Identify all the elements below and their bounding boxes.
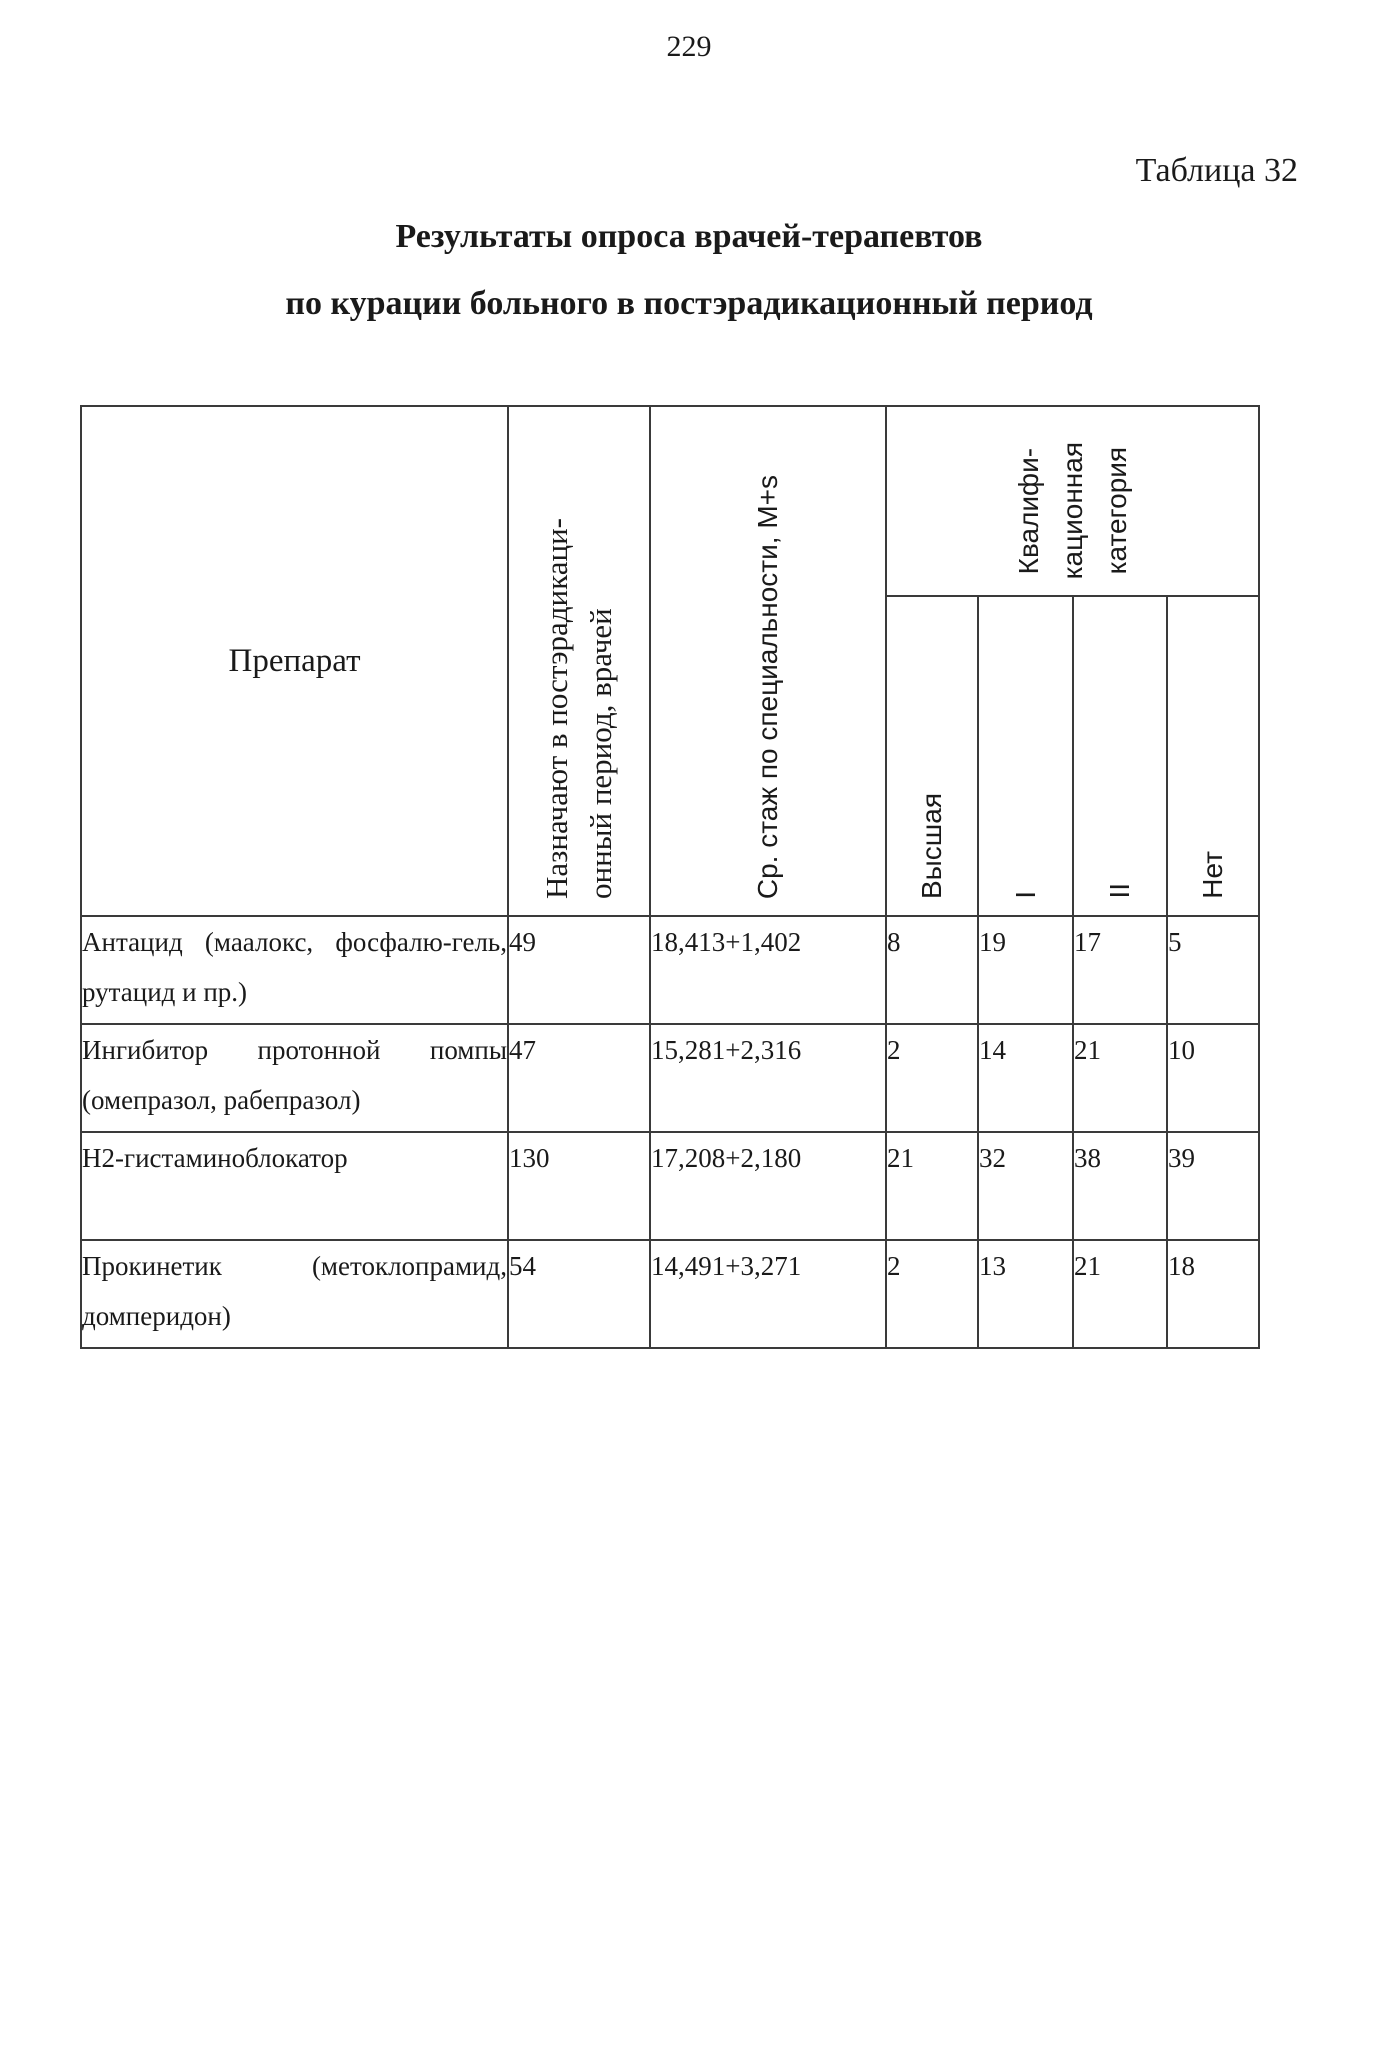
header-cat-none-text: Нет [1197, 851, 1228, 899]
header-category-line3: категория [1100, 446, 1132, 575]
header-cat-2-text: II [1104, 883, 1135, 899]
header-prescribe-line2: онный период, врачей [583, 608, 618, 899]
header-category-line2: кационная [1056, 441, 1088, 579]
header-experience-text: Ср. стаж по специальности, M+s [752, 474, 783, 899]
header-cat-1-text: I [1009, 891, 1041, 899]
cell-cat-1: 32 [978, 1132, 1073, 1240]
cell-prescribe: 47 [508, 1024, 650, 1132]
header-prescribe [508, 406, 650, 916]
cell-cat-highest: 2 [886, 1024, 978, 1132]
table-row [81, 1240, 1259, 1348]
table-title-line2: по курации больного в постэрадикационный период [285, 285, 1093, 322]
cell-prescribe: 49 [508, 916, 650, 1024]
table-title-line1: Результаты опроса врачей-терапевтов [395, 218, 983, 255]
table-row [81, 1132, 1259, 1240]
header-cat-1 [978, 596, 1073, 916]
cell-cat-none: 39 [1167, 1132, 1259, 1240]
cell-cat-none: 18 [1167, 1240, 1259, 1348]
cell-cat-none: 10 [1167, 1024, 1259, 1132]
table-row [81, 916, 1259, 1024]
cell-cat-1: 19 [978, 916, 1073, 1024]
cell-drug: Н2-гистаминоблокатор [81, 1132, 508, 1240]
header-prescribe-line1: Назначают в постэрадикаци- [539, 517, 574, 899]
page-number: 229 [666, 30, 712, 63]
header-cat-highest [886, 596, 978, 916]
cell-cat-none: 5 [1167, 916, 1259, 1024]
cell-experience: 14,491+3,271 [650, 1240, 886, 1348]
header-cat-none [1167, 596, 1259, 916]
cell-cat-highest: 2 [886, 1240, 978, 1348]
cell-prescribe: 130 [508, 1132, 650, 1240]
cell-cat-highest: 21 [886, 1132, 978, 1240]
cell-prescribe: 54 [508, 1240, 650, 1348]
header-drug: Препарат [81, 406, 508, 916]
cell-drug: Прокинетик (метоклопрамид, домперидон) [81, 1240, 508, 1348]
table-row [81, 1024, 1259, 1132]
header-cat-highest-text: Высшая [916, 793, 947, 899]
cell-cat-2: 38 [1073, 1132, 1167, 1240]
table-label: Таблица 32 [1135, 152, 1298, 189]
header-category [886, 406, 1259, 596]
cell-experience: 18,413+1,402 [650, 916, 886, 1024]
cell-cat-2: 21 [1073, 1240, 1167, 1348]
cell-cat-1: 13 [978, 1240, 1073, 1348]
header-experience [650, 406, 886, 916]
header-cat-2 [1073, 596, 1167, 916]
cell-drug: Ингибитор протонной помпы (омепразол, рабепразол) [81, 1024, 508, 1132]
cell-experience: 17,208+2,180 [650, 1132, 886, 1240]
cell-drug: Антацид (маалокс, фосфалю-гель, рутацид и пр.) [81, 916, 508, 1024]
cell-cat-2: 17 [1073, 916, 1167, 1024]
cell-experience: 15,281+2,316 [650, 1024, 886, 1132]
survey-table [80, 405, 1260, 1349]
cell-cat-2: 21 [1073, 1024, 1167, 1132]
cell-cat-1: 14 [978, 1024, 1073, 1132]
header-category-line1: Квалифи- [1012, 447, 1044, 574]
cell-cat-highest: 8 [886, 916, 978, 1024]
